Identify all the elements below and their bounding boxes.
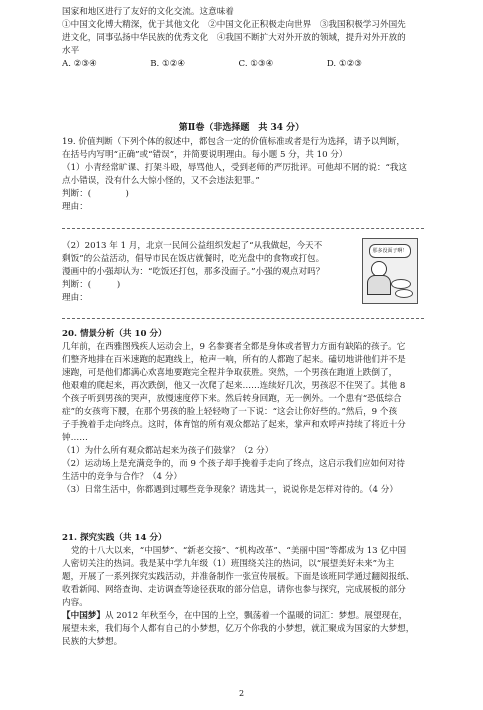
q18-option-d: D. ①②③: [326, 59, 362, 69]
q18-line-3: 进文化，同事弘扬中华民族的优秀文化 ④我国不断扩大对外开放的领域，提升对外开放的: [62, 33, 406, 43]
plate-icon: [391, 279, 411, 289]
q20-question-2a: （2）运动场上是充满竞争的，而 9 个孩子却手挽着手走向了终点，这启示我们应如何对待: [62, 459, 405, 469]
figure-body: [367, 275, 391, 295]
q18-tail: [62, 6, 424, 71]
q19-p2-line-3: 漫画中的小强却认为：“吃饭还打包，那多没面子。”小强的观点对吗？: [62, 267, 325, 277]
q21-dream-line-3: 民族的大梦想。: [62, 637, 123, 647]
q21-line: 题，开展了一系列探究实践活动，并准备制作一张宣传展板。下面是该班同学通过翻阅报纸、: [62, 572, 415, 582]
q18-option-a: A. ②③④: [62, 59, 97, 69]
q20-line: 他艰难的爬起来，再次跌倒，他又一次爬了起来……连续好几次，男孩忍不住哭了。其他 8: [62, 381, 406, 391]
q20-line: 速跑，可是他们都满心欢喜地要跑完全程并争取获胜。突然，一个男孩在跑道上跌倒了，: [62, 368, 398, 378]
q20-line: 个孩子听到男孩的哭声，放慢速度停下来。然后转身回跑，无一例外。一个患有“恐低综合: [62, 394, 402, 404]
q20-line: 子手挽着手走向终点。这时，体育馆的所有观众都站了起来，掌声和欢呼声持续了将近十分: [62, 420, 406, 430]
q19-p2-line-2: 剩饭”的公益活动，倡导市民在饭店就餐时，吃光盘中的食物或打包。: [62, 254, 325, 264]
q21-dream-line-1: [62, 610, 424, 623]
q20-line: 钟……: [62, 433, 88, 443]
q19-part-2: [62, 240, 358, 305]
q20-line: 几年前，在西雅图残疾人运动会上，9 名参赛者全都是身体或者智力方面有缺陷的孩子。它: [62, 342, 406, 352]
q21-line: 人密切关注的热词。我是某中学九年级（1）班围绕关注的热词，以“展望美好未来”为主: [62, 559, 395, 569]
q19-p1-line-2: 点小错误，没有什么大惊小怪的，又不会违法犯罪。”: [62, 176, 260, 186]
cartoon-image: [362, 238, 418, 304]
q19-block: [62, 136, 424, 214]
q19-p2-line-1: （2）2013 年 1 月，北京一民间公益组织发起了“从我做起，今天不: [62, 241, 323, 251]
q19-judge-1: 判断：( ): [62, 189, 129, 199]
q19-reason-1: 理由：: [62, 202, 88, 212]
section-title: 第Ⅱ卷（非选择题 共 34 分）: [178, 123, 305, 133]
q21-block: [62, 532, 424, 649]
q20-question-3: （3）日常生活中，你都遇到过哪些竞争现象？请选其一，说说你是怎样对待的。（4 分）: [62, 485, 398, 495]
q18-option-c: C. ①③④: [238, 59, 274, 69]
q20-line: 症”的女孩弯下腰，在那个男孩的脸上轻轻吻了一下说：“这会让你好些的。”然后，9 个孩: [62, 407, 398, 417]
q20-head: 20. 情景分析（共 10 分）: [62, 329, 167, 339]
q19-head-2: 在括号内写明“正确”或“错误”，并简要说明理由。每小题 5 分，共 10 分）: [62, 150, 348, 160]
q19-head: 19. 价值判断（下列个体的叙述中，都包含一定的价值标准或者是行为选择，请予以判断，: [62, 137, 405, 147]
q20-question-1: （1）为什么所有观众都站起来为孩子们鼓掌？（2 分）: [62, 446, 274, 456]
q21-dream-line-2: 展望未来，我们每个人都有自己的小梦想，亿万个你我的小梦想，就汇聚成为国家的大梦想，: [62, 624, 415, 634]
q20-line: 们整齐地排在百米速跑的起跑线上，枪声一响，所有的人都跑了起来。磕切地讲他们并不是: [62, 355, 406, 365]
q21-line: 收看新闻、网络查询、走访调查等途径获取的部分信息，请你也参与探究，完成展板的部分: [62, 585, 406, 595]
q18-line-2: ①中国文化博大精深，优于其他文化 ②中国文化正积极走向世界 ③我国积极学习外国先: [62, 20, 406, 30]
q19-judge-2: 判断：( ): [62, 280, 121, 290]
q19-divider: [62, 228, 424, 229]
q21-line: 内容。: [62, 598, 88, 608]
q20-divider: [62, 318, 424, 319]
q19-reason-2: 理由：: [62, 293, 88, 303]
q18-option-b: B. ①②④: [150, 59, 186, 69]
q18-line-4: 水平: [62, 46, 80, 56]
q18-line-1: 国家和地区进行了友好的文化交流。这意味着: [62, 7, 234, 17]
q18-options: [62, 58, 362, 71]
q21-line: 党的十八大以来，“中国梦”、“新老交接”、“机构改革”、“美丽中国”等都成为 13 亿中国: [71, 546, 407, 556]
plate-icon: [395, 289, 413, 298]
dream-tag: 【中国梦】: [62, 611, 105, 621]
q19-p1-line-1: （1）小青经常旷课、打架斗殴，辱骂他人，受到老师的严厉批评。可他却不屑的说：“我这: [62, 163, 408, 173]
dream-text-1: 从 2012 年秋至今，在中国的上空，飘荡着一个温暖的词汇：梦想。展望现在，: [104, 611, 408, 621]
page-number: 2: [238, 689, 245, 698]
q20-block: [62, 328, 424, 497]
q20-question-2b: 生活中的竞争与合作？（4 分）: [62, 472, 182, 482]
speech-bubble: 那多没面子啊！: [369, 244, 411, 258]
q21-head: 21. 探究实践（共 14 分）: [62, 533, 167, 543]
